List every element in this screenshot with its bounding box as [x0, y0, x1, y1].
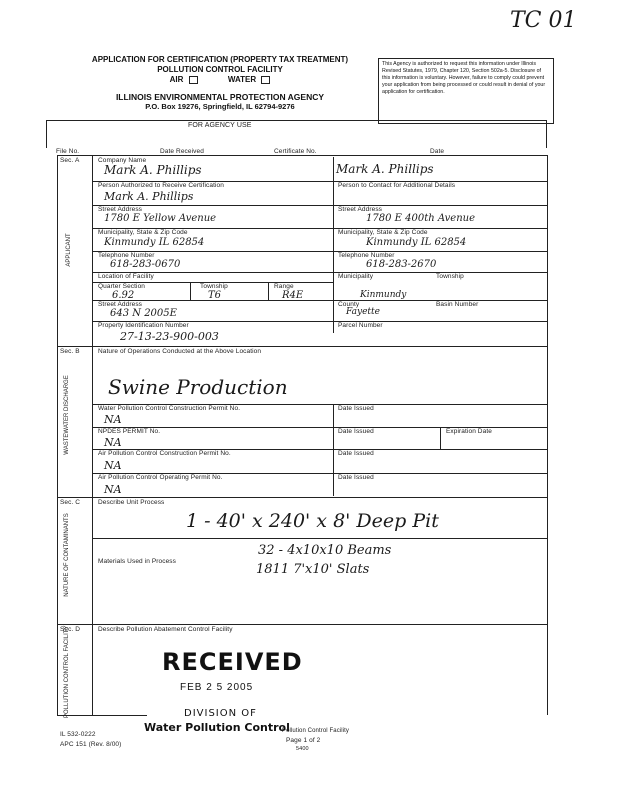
footer-small: 5400 [296, 746, 309, 752]
date-received-label: Date Received [160, 148, 204, 155]
date-issued-2: Date Issued [338, 428, 374, 435]
telephone-value-left[interactable]: 618-283-0670 [110, 259, 181, 270]
air-checkbox[interactable] [189, 76, 198, 84]
quarter-label: Quarter Section [98, 283, 146, 290]
wpc-permit-value[interactable]: NA [104, 413, 122, 426]
materials-line-2[interactable]: 1811 7'x10' Slats [256, 562, 370, 577]
date-issued-4: Date Issued [338, 474, 374, 481]
sec-b-side-label: WASTEWATER DISCHARGE [64, 375, 70, 455]
signature-value: Mark A. Phillips [336, 162, 434, 176]
date-label: Date [430, 148, 445, 155]
street-value-right[interactable]: 1780 E 400th Avenue [366, 213, 476, 224]
municipality-value-left[interactable]: Kinmundy IL 62854 [104, 237, 205, 248]
township-label: Township [200, 283, 228, 290]
street-value-2[interactable]: 643 N 2005E [110, 308, 177, 319]
street-value-left[interactable]: 1780 E Yellow Avenue [104, 213, 217, 224]
expiration-label: Expiration Date [446, 428, 492, 435]
agency-use-heading: FOR AGENCY USE [188, 122, 252, 129]
process-value[interactable]: 1 - 40' x 240' x 8' Deep Pit [186, 510, 439, 532]
county-label: County [338, 301, 360, 308]
nature-value[interactable]: Swine Production [108, 375, 288, 399]
basin-label: Basin Number [436, 301, 479, 308]
municipality-value-right[interactable]: Kinmundy IL 62854 [366, 237, 467, 248]
date-issued-3: Date Issued [338, 450, 374, 457]
privacy-notice: This Agency is authorized to request this information under Illinois Revised Statutes, 1979, Chapter 120, Section 502a-5. Disclosure of this information is voluntary. However, failure to comply could prevent your application from being processed or could result in denial of your application for certification. [378, 58, 554, 124]
form-code-2: APC 151 (Rev. 8/00) [60, 741, 122, 748]
sec-b-tag: Sec. B [60, 348, 80, 355]
telephone-label-left: Telephone Number [98, 252, 155, 259]
file-no-label: File No. [56, 148, 80, 155]
parcel-label: Parcel Number [338, 322, 383, 329]
stamp-overlap-text: Pollution Control Facility [282, 728, 349, 734]
sec-c-side-label: NATURE OF CONTAMINANTS [64, 513, 70, 597]
person-contact-label: Person to Contact for Additional Details [338, 182, 456, 189]
street-label-right: Street Address [338, 206, 383, 213]
received-stamp: RECEIVED [162, 648, 303, 676]
form-code-1: IL 532-0222 [60, 731, 96, 738]
air-operating-value[interactable]: NA [104, 483, 122, 496]
materials-line-1[interactable]: 32 - 4x10x10 Beams [258, 543, 392, 558]
property-id-value[interactable]: 27-13-23-900-003 [120, 330, 219, 343]
certificate-no-label: Certificate No. [274, 148, 317, 155]
materials-label: Materials Used in Process [98, 558, 176, 565]
title-block [60, 55, 380, 111]
wpc-permit-label: Water Pollution Control Construction Permit No. [98, 405, 241, 412]
range-label: Range [274, 283, 294, 290]
sec-a-tag: Sec. A [60, 157, 80, 164]
person-authorized-value[interactable]: Mark A. Phillips [104, 190, 194, 203]
stamp-date: FEB 2 5 2005 [180, 682, 254, 693]
quarter-value[interactable]: 6.92 [112, 290, 135, 301]
person-authorized-label: Person Authorized to Receive Certification [98, 182, 224, 189]
air-construction-label: Air Pollution Control Construction Permit No. [98, 450, 231, 457]
municipality-label-left: Municipality, State & Zip Code [98, 229, 188, 236]
township-value[interactable]: T6 [208, 290, 222, 301]
air-construction-value[interactable]: NA [104, 459, 122, 472]
township2-label: Township [436, 273, 464, 280]
describe-process-label: Describe Unit Process [98, 499, 165, 506]
npdes-value[interactable]: NA [104, 436, 122, 449]
title-line-2: POLLUTION CONTROL FACILITY [157, 65, 283, 74]
agency-address: P.O. Box 19276, Springfield, IL 62794-9276 [145, 102, 295, 111]
municipality-short-label: Municipality [338, 273, 374, 280]
company-name-label: Company Name [98, 157, 147, 164]
stamp-division: DIVISION OF [184, 708, 257, 719]
air-label: AIR [169, 75, 184, 84]
sec-d-side-label: POLLUTION CONTROL FACILITY [64, 625, 70, 718]
range-value[interactable]: R4E [282, 290, 304, 301]
page-number: Page 1 of 2 [286, 737, 321, 744]
nature-label: Nature of Operations Conducted at the Above Location [98, 348, 262, 355]
street-address-label-2: Street Address [98, 301, 143, 308]
npdes-label: NPDES PERMIT No. [98, 428, 161, 435]
date-issued-1: Date Issued [338, 405, 374, 412]
corner-mark: TC 01 [510, 8, 577, 33]
municipality-label-right: Municipality, State & Zip Code [338, 229, 428, 236]
agency-name: ILLINOIS ENVIRONMENTAL PROTECTION AGENCY [115, 92, 325, 102]
describe-facility-label: Describe Pollution Abatement Control Facility [98, 626, 233, 633]
company-name-value[interactable]: Mark A. Phillips [104, 163, 202, 177]
sec-c-tag: Sec. C [60, 499, 81, 506]
street-label-left: Street Address [98, 206, 143, 213]
stamp-wpc: Water Pollution Control [144, 721, 290, 734]
sec-a-side-label: APPLICANT [66, 233, 72, 267]
air-operating-label: Air Pollution Control Operating Permit No. [98, 474, 223, 481]
water-label: WATER [227, 75, 257, 84]
telephone-value-right[interactable]: 618-283-2670 [366, 259, 437, 270]
telephone-label-right: Telephone Number [338, 252, 395, 259]
municipality-short-value[interactable]: Kinmundy [360, 290, 407, 300]
property-id-label: Property Identification Number [98, 322, 189, 329]
sec-d-tag: Sec. D [60, 626, 81, 633]
county-value[interactable]: Fayette [346, 307, 380, 317]
title-line-1: APPLICATION FOR CERTIFICATION (PROPERTY TAX TREATMENT) [91, 55, 349, 64]
water-checkbox[interactable] [261, 76, 270, 84]
location-label: Location of Facility [98, 273, 154, 280]
